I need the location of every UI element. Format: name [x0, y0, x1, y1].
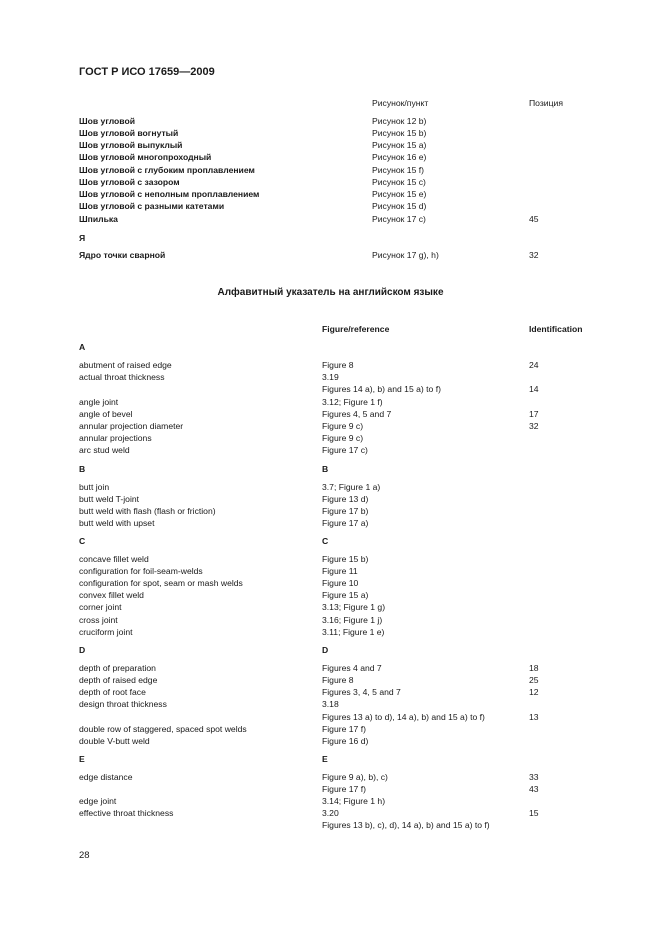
en-id: 25 [529, 675, 539, 685]
en-ref: Figure 9 c) [322, 433, 364, 443]
en-col-figure: Figure/reference [322, 324, 390, 334]
ru-ref: Рисунок 15 b) [372, 128, 427, 138]
en-term: edge distance [79, 772, 133, 782]
en-id: 18 [529, 663, 539, 673]
ru-term: Шов угловой с глубоким проплавлением [79, 165, 255, 175]
ru-ref: Рисунок 15 f) [372, 165, 424, 175]
letter-heading-d [0, 644, 661, 656]
en-row [0, 383, 661, 395]
en-row [0, 626, 661, 638]
en-term: butt join [79, 482, 110, 492]
en-row [0, 795, 661, 807]
letter: A [79, 342, 86, 352]
en-id: 43 [529, 784, 539, 794]
ru-ref: Рисунок 17 c) [372, 214, 426, 224]
en-term: configuration for spot, seam or mash welds [79, 578, 243, 588]
en-index-title: Алфавитный указатель на английском языке [217, 287, 444, 298]
letter-ref-column: C [322, 536, 329, 546]
en-row [0, 371, 661, 383]
ru-term: Шов угловой выпуклый [79, 140, 183, 150]
en-ref: 3.20 [322, 808, 339, 818]
ru-row [0, 188, 661, 200]
en-row [0, 505, 661, 517]
ru-row [0, 176, 661, 188]
en-ref: 3.12; Figure 1 f) [322, 397, 383, 407]
en-row [0, 553, 661, 565]
standard-header: ГОСТ Р ИСО 17659—2009 [79, 66, 215, 78]
en-ref: Figure 11 [322, 566, 358, 576]
en-term: effective throat thickness [79, 808, 174, 818]
en-row [0, 698, 661, 710]
ru-letter: Я [79, 233, 86, 243]
en-row [0, 589, 661, 601]
letter-heading-e [0, 753, 661, 765]
ru-term: Шпилька [79, 214, 118, 224]
en-row [0, 819, 661, 831]
en-term: double row of staggered, spaced spot welds [79, 724, 247, 734]
ru-row [0, 213, 661, 225]
en-ref: Figure 15 a) [322, 590, 369, 600]
en-term: angle joint [79, 397, 119, 407]
en-row [0, 432, 661, 444]
ru-col-figure: Рисунок/пункт [372, 98, 429, 108]
en-row [0, 783, 661, 795]
en-term: annular projections [79, 433, 152, 443]
en-row [0, 686, 661, 698]
ru-term: Шов угловой с неполным проплавлением [79, 189, 260, 199]
en-ref: Figure 10 [322, 578, 359, 588]
en-row [0, 723, 661, 735]
en-ref: Figure 17 f) [322, 784, 366, 794]
letter: B [79, 464, 86, 474]
en-row [0, 711, 661, 723]
en-term: depth of raised edge [79, 675, 158, 685]
letter-heading-b [0, 463, 661, 475]
en-term: edge joint [79, 796, 117, 806]
en-row [0, 662, 661, 674]
en-id: 33 [529, 772, 539, 782]
en-term: corner joint [79, 602, 122, 612]
en-term: depth of root face [79, 687, 146, 697]
en-row [0, 444, 661, 456]
en-ref: Figure 8 [322, 360, 354, 370]
letter-ref-column: D [322, 645, 329, 655]
en-term: actual throat thickness [79, 372, 165, 382]
en-id: 24 [529, 360, 539, 370]
en-table-header [0, 323, 661, 335]
en-row [0, 674, 661, 686]
page-number: 28 [79, 850, 90, 861]
letter: C [79, 536, 86, 546]
ru-row [0, 127, 661, 139]
en-id: 14 [529, 384, 539, 394]
en-row [0, 408, 661, 420]
en-row [0, 807, 661, 819]
en-row [0, 735, 661, 747]
ru-pos: 32 [529, 250, 539, 260]
en-ref: 3.11; Figure 1 e) [322, 627, 385, 637]
ru-table-header [0, 97, 661, 109]
ru-term: Шов угловой вогнутый [79, 128, 179, 138]
en-term: convex fillet weld [79, 590, 144, 600]
ru-row [0, 151, 661, 163]
en-ref: Figure 9 c) [322, 421, 364, 431]
en-ref: Figures 3, 4, 5 and 7 [322, 687, 401, 697]
en-term: double V-butt weld [79, 736, 150, 746]
ru-row [0, 200, 661, 212]
en-id: 15 [529, 808, 539, 818]
en-ref: 3.18 [322, 699, 339, 709]
ru-term: Ядро точки сварной [79, 250, 166, 260]
en-col-identification: Identification [529, 324, 583, 334]
en-ref: Figure 13 d) [322, 494, 369, 504]
en-ref: Figure 16 d) [322, 736, 369, 746]
en-term: arc stud weld [79, 445, 130, 455]
ru-row [0, 115, 661, 127]
en-row [0, 565, 661, 577]
en-ref: Figure 8 [322, 675, 354, 685]
ru-pos: 45 [529, 214, 539, 224]
en-term: butt weld with flash (flash or friction) [79, 506, 216, 516]
en-ref: Figure 15 b) [322, 554, 369, 564]
ru-col-position: Позиция [529, 98, 563, 108]
en-row [0, 601, 661, 613]
en-term: cruciform joint [79, 627, 133, 637]
en-ref: Figure 17 a) [322, 518, 369, 528]
ru-row [0, 139, 661, 151]
en-ref: Figures 4 and 7 [322, 663, 382, 673]
en-term: depth of preparation [79, 663, 156, 673]
ru-ref: Рисунок 16 e) [372, 152, 427, 162]
en-ref: Figure 9 a), b), c) [322, 772, 388, 782]
en-ref: Figure 17 b) [322, 506, 369, 516]
en-id: 13 [529, 712, 539, 722]
ru-ref: Рисунок 15 d) [372, 201, 427, 211]
en-ref: Figures 13 a) to d), 14 a), b) and 15 a) to f) [322, 712, 485, 722]
en-row [0, 359, 661, 371]
en-ref: 3.16; Figure 1 j) [322, 615, 383, 625]
en-row [0, 420, 661, 432]
en-term: butt weld T-joint [79, 494, 140, 504]
ru-term: Шов угловой [79, 116, 135, 126]
en-ref: 3.13; Figure 1 g) [322, 602, 386, 612]
en-term: annular projection diameter [79, 421, 184, 431]
en-ref: Figures 14 a), b) and 15 a) to f) [322, 384, 441, 394]
en-row [0, 614, 661, 626]
en-ref: 3.14; Figure 1 h) [322, 796, 386, 806]
letter: D [79, 645, 86, 655]
en-row [0, 481, 661, 493]
letter: E [79, 754, 85, 764]
en-row [0, 517, 661, 529]
letter-heading-c [0, 535, 661, 547]
en-row [0, 771, 661, 783]
en-term: design throat thickness [79, 699, 167, 709]
ru-ref: Рисунок 15 e) [372, 189, 427, 199]
en-ref: 3.19 [322, 372, 339, 382]
ru-term: Шов угловой с зазором [79, 177, 180, 187]
en-id: 32 [529, 421, 539, 431]
en-id: 17 [529, 409, 539, 419]
en-ref: 3.7; Figure 1 a) [322, 482, 381, 492]
en-term: configuration for foil-seam-welds [79, 566, 203, 576]
en-row [0, 577, 661, 589]
en-ref: Figures 13 b), c), d), 14 a), b) and 15 a) to f) [322, 820, 490, 830]
ru-ref: Рисунок 12 b) [372, 116, 427, 126]
ru-term: Шов угловой многопроходный [79, 152, 212, 162]
en-term: concave fillet weld [79, 554, 149, 564]
en-term: angle of bevel [79, 409, 133, 419]
en-ref: Figure 17 c) [322, 445, 368, 455]
letter-ref-column: B [322, 464, 329, 474]
letter-heading-a [0, 341, 661, 353]
ru-term: Шов угловой с разными катетами [79, 201, 225, 211]
ru-ref: Рисунок 15 a) [372, 140, 427, 150]
letter-ref-column: E [322, 754, 328, 764]
ru-letter-heading [0, 232, 661, 244]
en-term: butt weld with upset [79, 518, 155, 528]
en-ref: Figure 17 f) [322, 724, 366, 734]
ru-ref: Рисунок 15 c) [372, 177, 426, 187]
en-term: abutment of raised edge [79, 360, 172, 370]
en-ref: Figures 4, 5 and 7 [322, 409, 392, 419]
ru-ref: Рисунок 17 g), h) [372, 250, 439, 260]
ru-row [0, 164, 661, 176]
ru-row [0, 249, 661, 261]
en-row [0, 493, 661, 505]
en-id: 12 [529, 687, 539, 697]
en-row [0, 396, 661, 408]
en-term: cross joint [79, 615, 118, 625]
